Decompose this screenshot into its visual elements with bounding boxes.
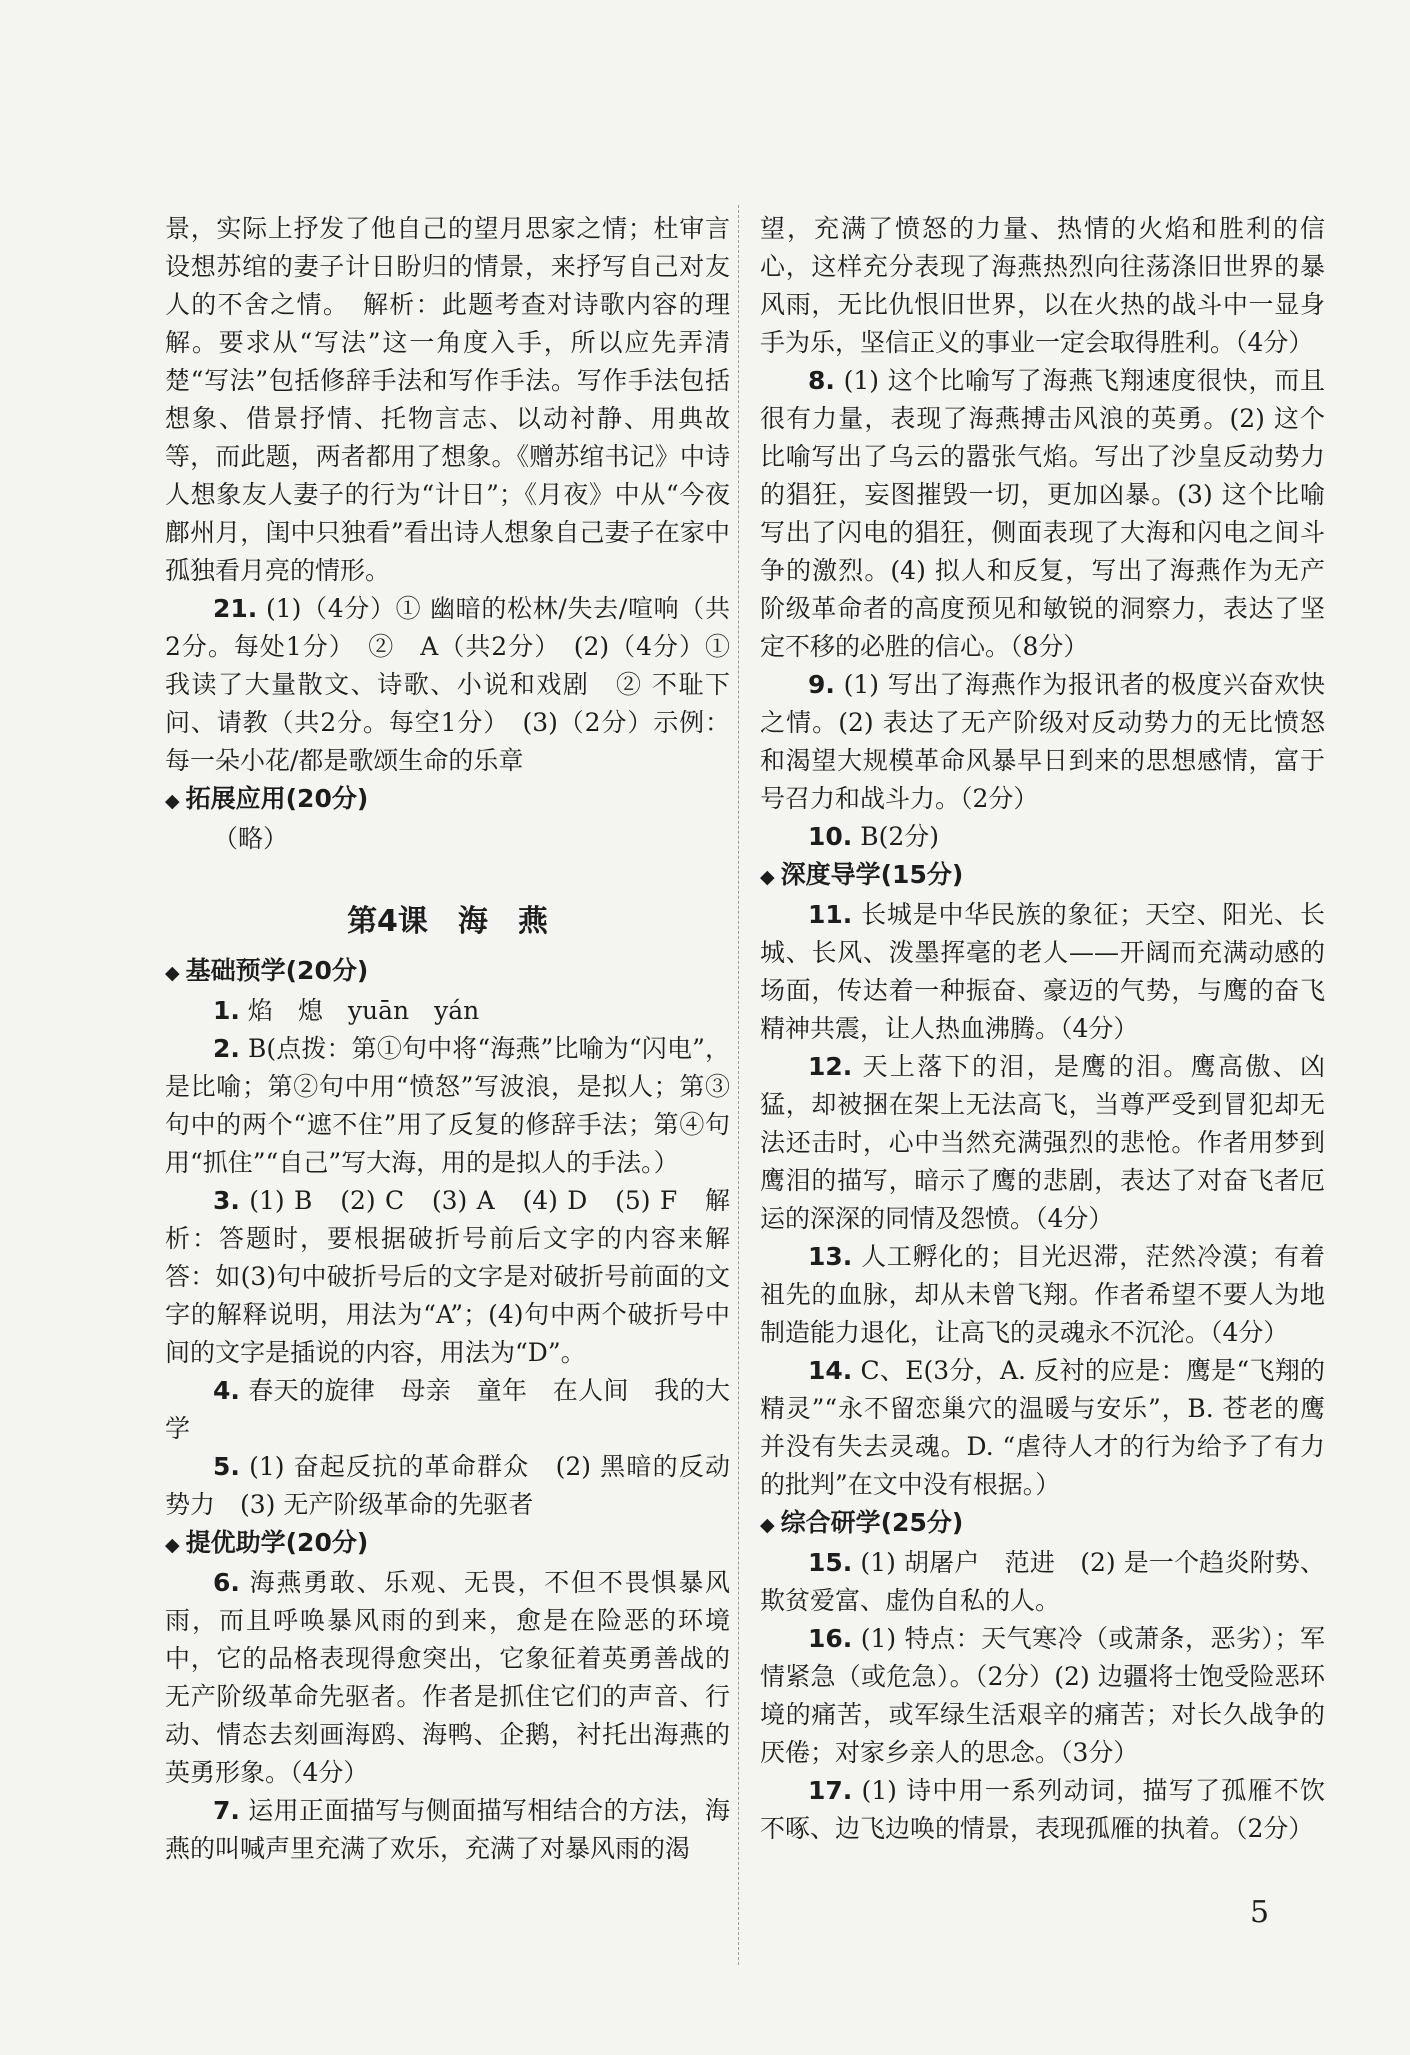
- section-heading-tiyou: ◆ 提优助学(20分): [165, 1528, 369, 1557]
- answer-6: 6. 海燕勇敢、乐观、无畏，不但不畏惧暴风雨，而且呼唤暴风雨的到来，愈是在险恶的环境中，它的品格表现得愈突出，它象征着英勇善战的无产阶级革命先驱者。作者是抓住它们的声音、行动、情态去刻画海鸥、海鸭、企鹅，衬托出海燕的英勇形象。（4分）: [165, 1568, 730, 1787]
- answer-omitted: （略）: [213, 824, 289, 853]
- answer-3: 3. (1) B (2) C (3) A (4) D (5) F 解析：答题时，要根据破折号前后文字的内容来解答：如(3)句中破折号后的文字是对破折号前面的文字的解释说明，用法为“A”；(4)句中两个破折号中间的文字是插说的内容，用法为“D”。: [165, 1186, 730, 1367]
- answer-21: [165, 590, 730, 780]
- answer-7-continuation: 望，充满了愤怒的力量、热情的火焰和胜利的信心，这样充分表现了海燕热烈向往荡涤旧世界的暴风雨，无比仇恨旧世界，以在火热的战斗中一显身手为乐，坚信正义的事业一定会取得胜利。（4分）: [760, 214, 1325, 357]
- answer-10: 10. B(2分): [808, 822, 940, 851]
- answer-7: 7. 运用正面描写与侧面描写相结合的方法，海燕的叫喊声里充满了欢乐，充满了对暴风雨的渴: [165, 1796, 730, 1863]
- section-heading-jichu: ◆ 基础预学(20分): [165, 956, 369, 985]
- answer-11: 11. 长城是中华民族的象征；天空、阳光、长城、长风、泼墨挥毫的老人——开阔而充满动感的场面，传达着一种振奋、豪迈的气势，与鹰的奋飞精神共震，让人热血沸腾。（4分）: [760, 900, 1325, 1043]
- answer-text: (1)（4分）① 幽暗的松林/失去/喧响（共2分。每处1分） ② A（共2分） (2)（4分）① 我读了大量散文、诗歌、小说和戏剧 ② 不耻下问、请教（共2分。每空1分） (3)（2分）示例：每一朵小花/都是歌颂生命的乐章: [165, 594, 730, 775]
- answer-2: 2. B(点拨：第①句中将“海燕”比喻为“闪电”，是比喻；第②句中用“愤怒”写波浪，是拟人；第③句中的两个“遮不住”用了反复的修辞手法；第④句用“抓住”“自己”写大海，用的是拟人的手法。）: [165, 1034, 731, 1177]
- diamond-icon: ◆: [165, 790, 180, 812]
- section-heading-tuozhan: ◆ 拓展应用(20分): [165, 784, 369, 813]
- answer-15: 15. (1) 胡屠户 范进 (2) 是一个趋炎附势、欺贫爱富、虚伪自私的人。: [760, 1548, 1325, 1615]
- left-column: [165, 210, 730, 1868]
- right-column: [760, 210, 1325, 1848]
- answer-1: 1. 焰 熄 yuān yán: [213, 996, 480, 1025]
- section-heading-zonghe: ◆ 综合研学(25分): [760, 1508, 964, 1537]
- question-number: 21.: [213, 594, 258, 623]
- answer-20-continuation: 景，实际上抒发了他自己的望月思家之情；杜审言设想苏绾的妻子计日盼归的情景，来抒写自己对友人的不舍之情。 解析：此题考查对诗歌内容的理解。要求从“写法”这一角度入手，所以应先弄清楚“写法”包括修辞手法和写作手法。写作手法包括想象、借景抒情、托物言志、以动衬静、用典故等，而此题，两者都用了想象。《赠苏绾书记》中诗人想象友人妻子的行为“计日”；《月夜》中从“今夜鄜州月，闺中只独看”看出诗人想象自己妻子在家中孤独看月亮的情形。: [165, 214, 730, 585]
- diamond-icon: ◆: [165, 962, 180, 984]
- answer-16: 16. (1) 特点：天气寒冷（或萧条，恶劣）；军情紧急（或危急）。（2分）(2) 边疆将士饱受险恶环境的痛苦，或军绿生活艰辛的痛苦；对长久战争的厌倦；对家乡亲人的思念。（3分）: [760, 1624, 1325, 1767]
- diamond-icon: ◆: [760, 866, 775, 888]
- diamond-icon: ◆: [165, 1534, 180, 1556]
- answer-12: 12. 天上落下的泪，是鹰的泪。鹰高傲、凶猛，却被捆在架上无法高飞，当尊严受到冒犯却无法还击时，心中当然充满强烈的悲怆。作者用梦到鹰泪的描写，暗示了鹰的悲剧，表达了对奋飞者厄运的深深的同情及怨愤。（4分）: [760, 1052, 1325, 1233]
- answer-9: 9. (1) 写出了海燕作为报讯者的极度兴奋欢快之情。(2) 表达了无产阶级对反动势力的无比愤怒和渴望大规模革命风暴早日到来的思想感情，富于号召力和战斗力。（2分）: [760, 670, 1325, 813]
- answer-13: 13. 人工孵化的；目光迟滞，茫然冷漠；有着祖先的血脉，却从未曾飞翔。作者希望不要人为地制造能力退化，让高飞的灵魂永不沉沦。（4分）: [760, 1242, 1325, 1347]
- lesson-title: 第4课 海 燕: [347, 904, 548, 939]
- diamond-icon: ◆: [760, 1514, 775, 1536]
- answer-14: 14. C、E(3分，A. 反衬的应是：鹰是“飞翔的精灵”“永不留恋巢穴的温暖与安乐”，B. 苍老的鹰并没有失去灵魂。D. “虐待人才的行为给予了有力的批判”在文中没有根据。）: [760, 1356, 1325, 1499]
- answer-17: 17. (1) 诗中用一系列动词，描写了孤雁不饮不啄、边飞边唤的情景，表现孤雁的执着。（2分）: [760, 1776, 1325, 1843]
- answer-5: 5. (1) 奋起反抗的革命群众 (2) 黑暗的反动势力 (3) 无产阶级革命的先驱者: [165, 1452, 730, 1519]
- page-number: 5: [1250, 1895, 1270, 1930]
- section-heading-shendu: ◆ 深度导学(15分): [760, 860, 964, 889]
- answer-8: 8. (1) 这个比喻写了海燕飞翔速度很快，而且很有力量，表现了海燕搏击风浪的英勇。(2) 这个比喻写出了乌云的嚣张气焰。写出了沙皇反动势力的猖狂，妄图摧毁一切，更加凶暴。(3) 这个比喻写出了闪电的猖狂，侧面表现了大海和闪电之间斗争的激烈。(4) 拟人和反复，写出了海燕作为无产阶级革命者的高度预见和敏锐的洞察力，表达了坚定不移的必胜的信心。（8分）: [760, 366, 1325, 661]
- answer-4: 4. 春天的旋律 母亲 童年 在人间 我的大学: [165, 1376, 730, 1443]
- column-divider: [738, 205, 739, 1965]
